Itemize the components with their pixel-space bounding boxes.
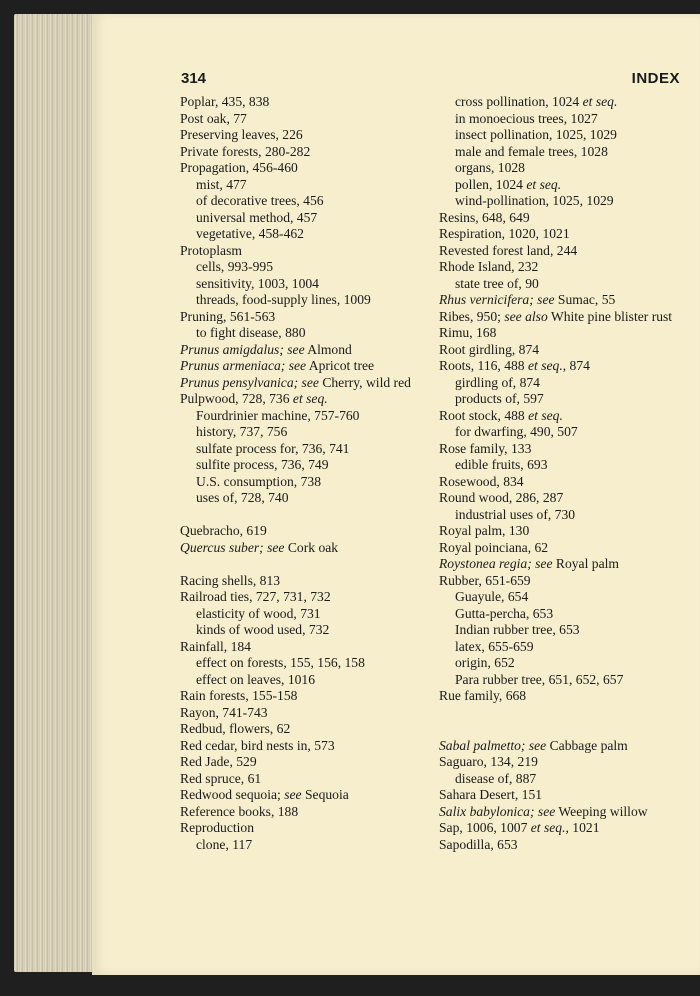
- blank-line: [439, 705, 697, 722]
- index-entry: [180, 358, 440, 375]
- entry-text: clone, 117: [196, 836, 253, 852]
- index-subentry: [180, 193, 440, 210]
- index-entry: [180, 391, 440, 408]
- index-entry: [439, 358, 697, 375]
- index-entry: [439, 474, 697, 491]
- index-subentry: [439, 457, 697, 474]
- index-subentry: [439, 771, 697, 788]
- entry-text: Railroad ties, 727, 731, 732: [180, 589, 331, 604]
- entry-text: products of, 597: [455, 391, 544, 406]
- entry-text: effect on leaves, 1016: [196, 671, 316, 687]
- index-entry: [439, 787, 697, 804]
- entry-text: Cherry, wild red: [318, 374, 411, 390]
- entry-text-part: et seq.: [526, 176, 562, 192]
- entry-text: Redbud, flowers, 62: [180, 721, 291, 736]
- entry-text: Reproduction: [180, 820, 254, 835]
- index-entry: [180, 309, 440, 326]
- entry-text: insect pollination, 1025, 1029: [455, 127, 617, 142]
- entry-text: mist, 477: [196, 176, 247, 192]
- entry-text: Royal palm, 130: [439, 523, 530, 538]
- entry-text: Root girdling, 874: [439, 341, 540, 357]
- entry-text: Sapodilla, 653: [439, 836, 518, 852]
- entry-text: edible fruits, 693: [455, 457, 548, 472]
- entry-text-part: Quercus suber; see: [180, 539, 285, 555]
- index-subentry: [439, 94, 697, 111]
- index-entry: [180, 705, 440, 722]
- index-subentry: [180, 424, 440, 441]
- entry-text: disease of, 887: [455, 770, 537, 786]
- entry-text: Royal poinciana, 62: [439, 539, 549, 555]
- entry-text: Rue family, 668: [439, 688, 527, 703]
- entry-text-part: Prunus amigdalus; see: [180, 341, 305, 357]
- index-subentry: [439, 589, 697, 606]
- entry-text: Root stock, 488: [439, 407, 529, 423]
- index-entry: [180, 160, 440, 177]
- index-subentry: [439, 606, 697, 623]
- entry-text: girdling of, 874: [455, 374, 540, 390]
- entry-text: for dwarfing, 490, 507: [455, 424, 578, 439]
- index-subentry: [180, 441, 440, 458]
- entry-text: Rose family, 133: [439, 440, 532, 456]
- entry-text: Pruning, 561-563: [180, 308, 276, 324]
- index-subentry: [180, 655, 440, 672]
- index-subentry: [180, 177, 440, 194]
- index-entry: [180, 820, 440, 837]
- index-subentry: [180, 292, 440, 309]
- index-entry: [180, 127, 440, 144]
- index-entry: [439, 325, 697, 342]
- entry-text: Racing shells, 813: [180, 572, 281, 588]
- entry-text: origin, 652: [455, 655, 515, 670]
- index-entry: [439, 408, 697, 425]
- entry-text: Roots, 116, 488: [439, 358, 528, 373]
- index-entry: [439, 688, 697, 705]
- entry-text: to fight disease, 880: [196, 325, 306, 340]
- index-entry: [180, 342, 440, 359]
- index-entry: [439, 210, 697, 227]
- entry-text: Rosewood, 834: [439, 473, 524, 489]
- entry-text: Post oak, 77: [180, 110, 247, 126]
- index-subentry: [439, 193, 697, 210]
- index-subentry: [180, 457, 440, 474]
- index-entry: [439, 837, 697, 854]
- entry-text: Protoplasm: [180, 242, 242, 258]
- entry-text: Fourdrinier machine, 757-760: [196, 407, 360, 423]
- entry-text: Private forests, 280-282: [180, 143, 311, 159]
- entry-text: Rayon, 741-743: [180, 704, 268, 720]
- index-subentry: [180, 210, 440, 227]
- index-column-left: [180, 94, 440, 853]
- index-subentry: [439, 111, 697, 128]
- entry-text: vegetative, 458-462: [196, 226, 304, 241]
- entry-text: Respiration, 1020, 1021: [439, 226, 570, 241]
- index-entry: [180, 688, 440, 705]
- index-subentry: [439, 655, 697, 672]
- index-entry: [439, 226, 697, 243]
- entry-text: Resins, 648, 649: [439, 209, 530, 225]
- index-entry: [180, 804, 440, 821]
- index-entry: [180, 721, 440, 738]
- entry-text: effect on forests, 155, 156, 158: [196, 655, 365, 670]
- index-entry: [180, 375, 440, 392]
- blank-line: [439, 721, 697, 738]
- index-entry: [439, 556, 697, 573]
- entry-text: Quebracho, 619: [180, 523, 267, 538]
- entry-text-part: Roystonea regia; see: [439, 556, 553, 571]
- index-subentry: [439, 507, 697, 524]
- entry-text-part: Sabal palmetto; see: [439, 737, 547, 753]
- index-subentry: [439, 622, 697, 639]
- entry-text: Guayule, 654: [455, 589, 529, 604]
- index-entry: [180, 771, 440, 788]
- index-subentry: [439, 177, 697, 194]
- entry-text: Redwood sequoia;: [180, 787, 285, 802]
- index-entry: [439, 523, 697, 540]
- entry-text: elasticity of wood, 731: [196, 605, 321, 621]
- entry-text: Rubber, 651-659: [439, 572, 531, 588]
- index-entry: [439, 820, 697, 837]
- entry-text: Red Jade, 529: [180, 754, 257, 769]
- index-entry: [439, 573, 697, 590]
- entry-text-part: White pine blister rust: [547, 308, 673, 324]
- entry-text: sulfite process, 736, 749: [196, 457, 329, 472]
- index-subentry: [180, 325, 440, 342]
- entry-text: universal method, 457: [196, 209, 318, 225]
- index-entry: [439, 309, 697, 326]
- index-entry: [439, 259, 697, 276]
- index-entry: [439, 754, 697, 771]
- index-entry: [180, 639, 440, 656]
- entry-text-part: et seq.: [528, 407, 563, 423]
- entry-text: Almond: [304, 341, 352, 357]
- entry-text: Propagation, 456-460: [180, 160, 298, 175]
- entry-text: Cork oak: [284, 539, 339, 555]
- entry-text-part: , 874: [562, 358, 590, 373]
- entry-text: Revested forest land, 244: [439, 242, 578, 258]
- entry-text: uses of, 728, 740: [196, 490, 289, 505]
- index-entry: [439, 540, 697, 557]
- entry-text-part: et seq.: [528, 358, 563, 373]
- index-subentry: [439, 160, 697, 177]
- entry-text: Indian rubber tree, 653: [455, 622, 580, 637]
- index-column-right: [439, 94, 697, 853]
- entry-text: Sumac, 55: [554, 292, 616, 307]
- entry-text: Royal palm: [552, 556, 619, 571]
- entry-text: latex, 655-659: [455, 638, 534, 654]
- index-subentry: [180, 474, 440, 491]
- entry-text: in monoecious trees, 1027: [455, 110, 598, 126]
- index-subentry: [180, 490, 440, 507]
- index-entry: [180, 523, 440, 540]
- blank-line: [180, 507, 440, 524]
- index-subentry: [180, 226, 440, 243]
- entry-text: Sap, 1006, 1007: [439, 820, 531, 835]
- entry-text: pollen, 1024: [455, 176, 527, 192]
- entry-text: Rain forests, 155-158: [180, 688, 298, 703]
- index-subentry: [180, 408, 440, 425]
- entry-text: Pulpwood, 728, 736: [180, 391, 293, 406]
- index-entry: [180, 540, 440, 557]
- index-entry: [180, 738, 440, 755]
- index-subentry: [180, 276, 440, 293]
- index-subentry: [180, 259, 440, 276]
- entry-text: Poplar, 435, 838: [180, 94, 270, 109]
- entry-text-part: Rhus vernicifera; see: [439, 292, 555, 307]
- index-subentry: [439, 127, 697, 144]
- entry-text-part: Sequoia: [301, 787, 349, 802]
- entry-text: of decorative trees, 456: [196, 193, 324, 208]
- index-entry: [180, 754, 440, 771]
- running-head: INDEX: [631, 70, 680, 87]
- entry-text: state tree of, 90: [455, 275, 539, 291]
- entry-text: sensitivity, 1003, 1004: [196, 275, 319, 291]
- index-subentry: [439, 639, 697, 656]
- index-entry: [439, 490, 697, 507]
- entry-text-part: Prunus pensylvanica; see: [180, 374, 319, 390]
- entry-text-part: see also: [504, 308, 548, 324]
- entry-text-part: et seq.: [582, 94, 618, 109]
- page-header: [181, 70, 680, 90]
- entry-text: Rhode Island, 232: [439, 259, 539, 274]
- entry-text: U.S. consumption, 738: [196, 473, 321, 489]
- entry-text: Gutta-percha, 653: [455, 605, 554, 621]
- index-entry: [439, 441, 697, 458]
- entry-text: cells, 993-995: [196, 259, 274, 274]
- entry-text: industrial uses of, 730: [455, 506, 576, 522]
- entry-text: threads, food-supply lines, 1009: [196, 292, 371, 307]
- entry-text: Sahara Desert, 151: [439, 787, 543, 802]
- entry-text: Red spruce, 61: [180, 770, 262, 786]
- entry-text-part: , 1021: [565, 820, 600, 835]
- index-entry: [439, 292, 697, 309]
- entry-text: Rainfall, 184: [180, 638, 251, 654]
- entry-text: Cabbage palm: [546, 737, 628, 753]
- entry-text: cross pollination, 1024: [455, 94, 583, 109]
- entry-text: Ribes, 950;: [439, 308, 505, 324]
- index-entry: [439, 804, 697, 821]
- entry-text-part: Salix babylonica; see: [439, 803, 556, 819]
- index-entry: [180, 94, 440, 111]
- entry-text: Apricot tree: [306, 358, 375, 373]
- index-entry: [180, 573, 440, 590]
- index-subentry: [180, 837, 440, 854]
- index-entry: [180, 144, 440, 161]
- entry-text: history, 737, 756: [196, 424, 288, 439]
- entry-text: organs, 1028: [455, 160, 525, 175]
- entry-text: male and female trees, 1028: [455, 143, 608, 159]
- index-subentry: [439, 276, 697, 293]
- index-subentry: [439, 144, 697, 161]
- entry-text: sulfate process for, 736, 741: [196, 440, 350, 456]
- index-entry: [180, 787, 440, 804]
- index-subentry: [439, 391, 697, 408]
- entry-text-part: et seq.: [530, 820, 566, 835]
- index-entry: [180, 243, 440, 260]
- index-entry: [180, 111, 440, 128]
- index-subentry: [180, 672, 440, 689]
- blank-line: [180, 556, 440, 573]
- entry-text: Rimu, 168: [439, 325, 497, 340]
- index-subentry: [439, 375, 697, 392]
- index-entry: [180, 589, 440, 606]
- entry-text: Round wood, 286, 287: [439, 490, 564, 505]
- index-subentry: [439, 672, 697, 689]
- index-subentry: [439, 424, 697, 441]
- entry-text-part: see: [284, 787, 302, 802]
- index-entry: [439, 243, 697, 260]
- page-number: 314: [181, 70, 207, 87]
- entry-text: Saguaro, 134, 219: [439, 754, 538, 769]
- entry-text: Preserving leaves, 226: [180, 127, 303, 142]
- entry-text: wind-pollination, 1025, 1029: [455, 193, 614, 208]
- entry-text: kinds of wood used, 732: [196, 622, 330, 637]
- index-entry: [439, 738, 697, 755]
- entry-text-part: et seq.: [292, 391, 328, 406]
- entry-text: Reference books, 188: [180, 803, 299, 819]
- entry-text: Para rubber tree, 651, 652, 657: [455, 671, 624, 687]
- entry-text: Red cedar, bird nests in, 573: [180, 737, 335, 753]
- index-subentry: [180, 606, 440, 623]
- index-entry: [439, 342, 697, 359]
- entry-text: Weeping willow: [555, 803, 648, 819]
- entry-text-part: Prunus armeniaca; see: [180, 358, 307, 373]
- index-subentry: [180, 622, 440, 639]
